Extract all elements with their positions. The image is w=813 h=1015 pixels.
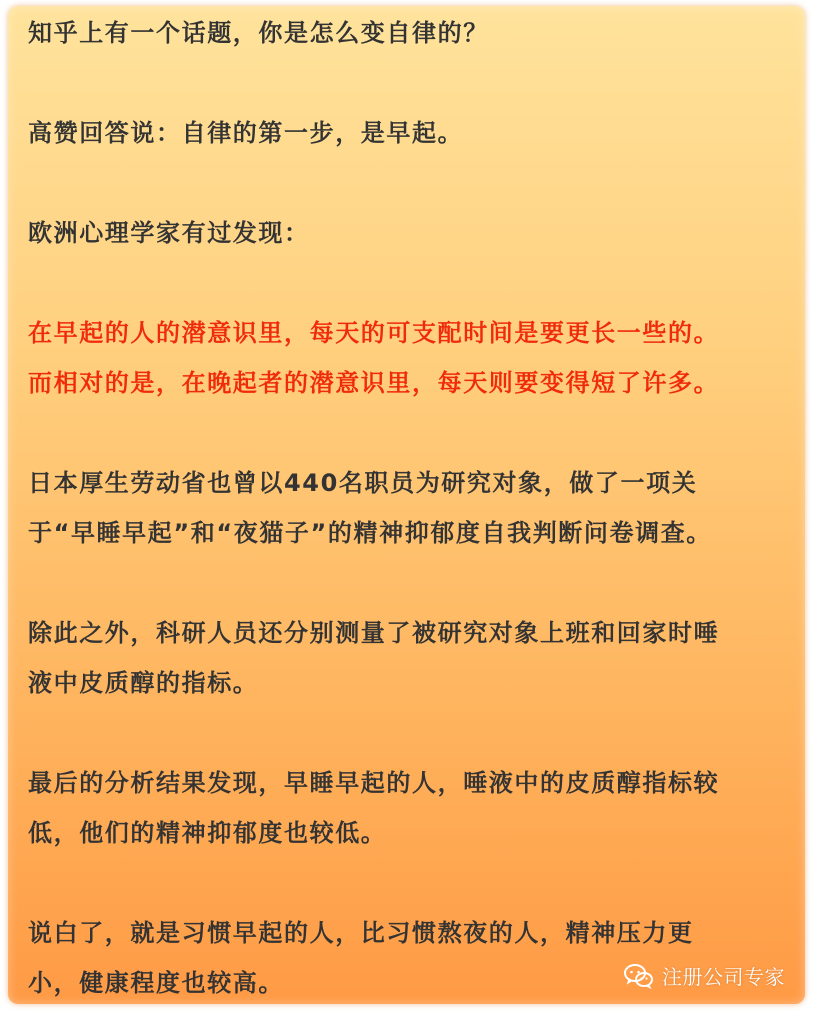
text-line: 知乎上有一个话题，你是怎么变自律的？: [28, 19, 489, 47]
text-line: 说白了，就是习惯早起的人，比习惯熬夜的人，精神压力更: [28, 919, 694, 947]
text-line: 于“早睡早起”和“夜猫子”的精神抑郁度自我判断问卷调查。: [28, 519, 712, 547]
watermark-text: 注册公司专家: [662, 965, 785, 989]
paragraph-cortisol-measurement: [28, 608, 788, 708]
text-line: 而相对的是，在晚起者的潜意识里，每天则要变得短了许多。: [28, 369, 720, 397]
article-card: [8, 6, 805, 1004]
text-line: 最后的分析结果发现，早睡早起的人，唾液中的皮质醇指标较: [28, 769, 720, 797]
text-line: 除此之外，科研人员还分别测量了被研究对象上班和回家时唾: [28, 619, 720, 647]
text-line: 在早起的人的潜意识里，每天的可支配时间是要更长一些的。: [28, 319, 720, 347]
text-line: 低，他们的精神抑郁度也较低。: [28, 819, 387, 847]
text-line: 小，健康程度也较高。: [28, 969, 284, 997]
paragraph-japan-survey: [28, 458, 788, 558]
paragraph-european-psychologists: [28, 208, 788, 258]
text-line: 高赞回答说：自律的第一步，是早起。: [28, 119, 464, 147]
wechat-icon: [624, 963, 654, 989]
paragraph-zhihu-topic: [28, 8, 788, 58]
paragraph-highlight-subconscious: [28, 308, 788, 408]
text-line: 欧洲心理学家有过发现：: [28, 219, 310, 247]
text-line: 日本厚生劳动省也曾以440名职员为研究对象，做了一项关: [28, 469, 698, 497]
text-line: 液中皮质醇的指标。: [28, 669, 259, 697]
paragraph-top-answer: [28, 108, 788, 158]
wechat-watermark: [624, 961, 785, 990]
paragraph-analysis-result: [28, 758, 788, 858]
